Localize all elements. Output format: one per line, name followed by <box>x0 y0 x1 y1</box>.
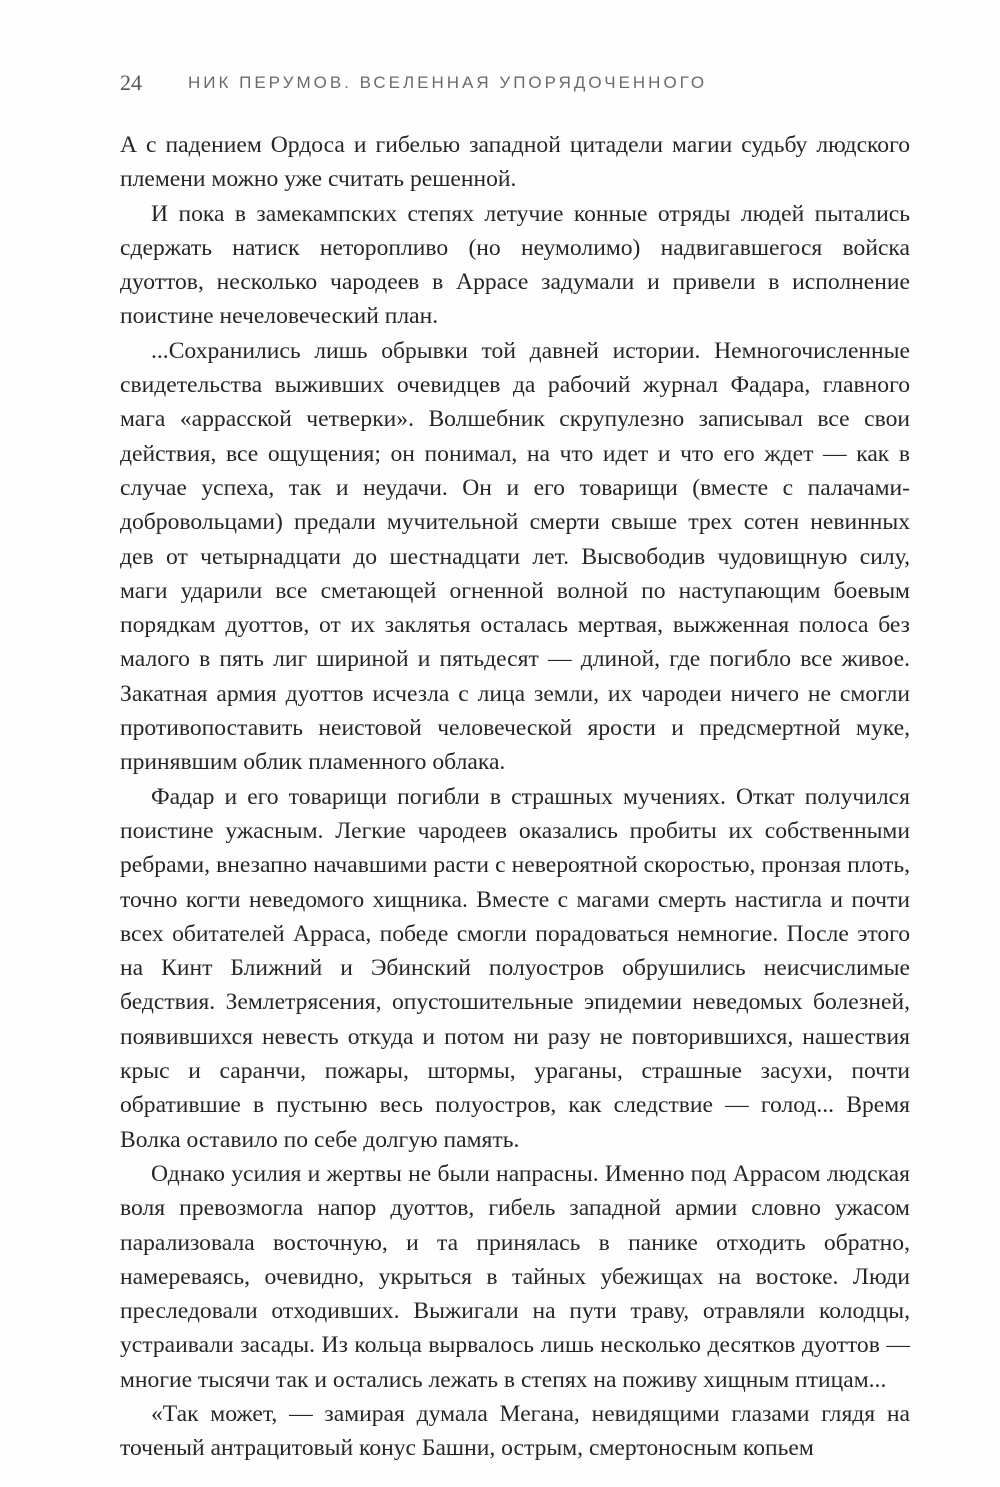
running-head <box>120 66 920 106</box>
paragraph: Фадар и его товарищи погибли в страшных мучениях. Откат получился поистине ужасным. Легкие чародеев оказались пробиты их собственными ребрами, внезапно начавшими расти с невероятной скоростью, пронзая плоть, точно когти неведомого хищника. Вместе с магами смерть настигла и почти всех обитателей Арраса, победе смогли порадоваться немногие. После этого на Кинт Ближний и Эбинский полуостров обрушились неисчислимые бедствия. Землетрясения, опустошительные эпидемии неведомых болезней, появившихся невесть откуда и потом ни разу не повторившихся, нашествия крыс и саранчи, пожары, штормы, ураганы, страшные засухи, почти обратившие в пустыню весь полуостров, как следствие — голод... Время Волка оставило по себе долгую память. <box>120 783 910 1153</box>
paragraph: И пока в замекампских степях летучие конные отряды людей пытались сдержать натиск неторопливо (но неумолимо) надвигавшегося войска дуоттов, несколько чародеев в Аррасе задумали и привели в исполнение поистине нечеловеческий план. <box>120 200 910 330</box>
paragraph: ...Сохранились лишь обрывки той давней истории. Немногочисленные свидетельства выживших очевидцев да рабочий журнал Фадара, главного мага «аррасской четверки». Волшебник скрупулезно записывал все свои действия, все ощущения; он понимал, на что идет и что его ждет — как в случае успеха, так и неудачи. Он и его товарищи (вместе с палачами-добровольцами) предали мучительной смерти свыше трех сотен невинных дев от четырнадцати до шестнадцати лет. Высвободив чудовищную силу, маги ударили все сметающей огненной волной по наступающим боевым порядкам дуоттов, от их заклятья осталась мертвая, выжженная полоса без малого в пять лиг шириной и пятьдесят — длиной, где погибло все живое. Закатная армия дуоттов исчезла с лица земли, их чародеи ничего не смогли противопоставить неистовой человеческой ярости и предсмертной муке, принявшим облик пламенного облака. <box>120 337 910 776</box>
paragraph: Однако усилия и жертвы не были напрасны. Именно под Аррасом людская воля превозмогла напор дуоттов, гибель западной армии словно ужасом парализовала восточную, и та принялась в панике отходить обратно, намереваясь, очевидно, укрыться в тайных убежищах на востоке. Люди преследовали отходивших. Выжигали на пути траву, отравляли колодцы, устраивали засады. Из кольца вырвалось лишь несколько десятков дуоттов — многие тысячи так и остались лежать в степях на поживу хищным птицам... <box>120 1160 910 1393</box>
running-head-title: НИК ПЕРУМОВ. ВСЕЛЕННАЯ УПОРЯДОЧЕННОГО <box>188 73 708 92</box>
paragraph: «Так может, — замирая думала Мегана, невидящими глазами глядя на точеный антрацитовый конус Башни, острым, смертоносным копьем <box>120 1400 910 1462</box>
page-number: 24 <box>120 70 142 95</box>
paragraph: А с падением Ордоса и гибелью западной цитадели магии судьбу людского племени можно уже считать решенной. <box>120 132 910 193</box>
body-text <box>120 128 910 1466</box>
